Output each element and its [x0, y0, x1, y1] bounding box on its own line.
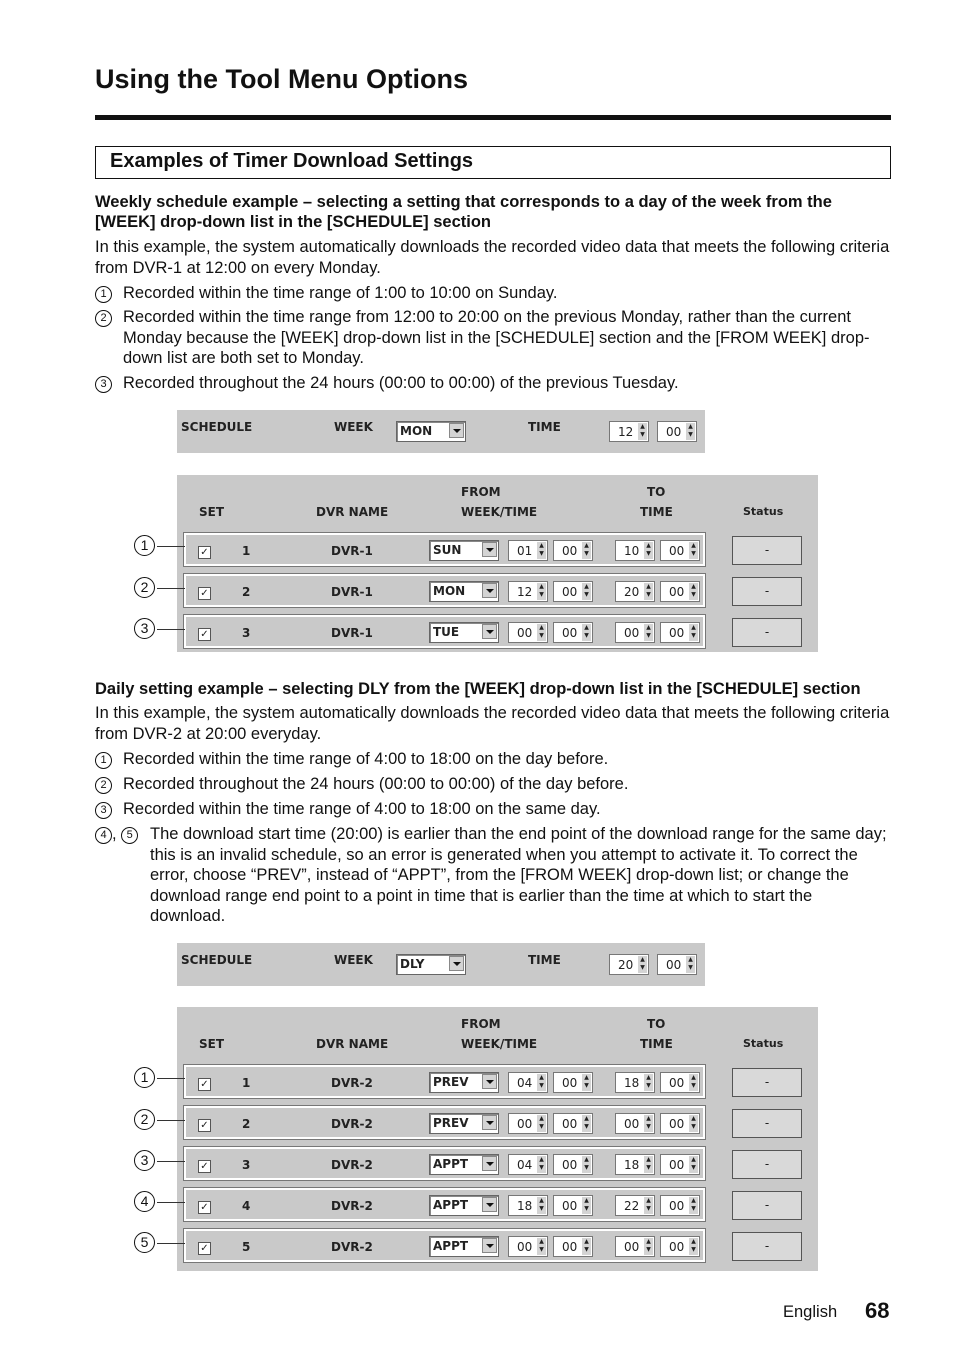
set-header: SET: [199, 1037, 225, 1051]
spinner-value: 04: [517, 1158, 533, 1172]
dvr-name-header: DVR NAME: [316, 505, 389, 519]
dvr-name: DVR-1: [331, 585, 373, 599]
set-checkbox[interactable]: ✓: [198, 1242, 211, 1255]
dvr-name: DVR-2: [331, 1158, 373, 1172]
set-header: SET: [199, 505, 225, 519]
table-row: [184, 1147, 705, 1180]
status-box: -: [732, 618, 802, 647]
spinner-value: 00: [669, 1158, 685, 1172]
dvr-name: DVR-2: [331, 1076, 373, 1090]
circled-number: 2: [95, 310, 112, 327]
to-hour-spinner[interactable]: [615, 1236, 655, 1257]
dvr-name: DVR-2: [331, 1117, 373, 1131]
footer-language: English: [783, 1303, 838, 1321]
table-row: [184, 615, 705, 648]
from-minute-spinner[interactable]: [553, 1072, 593, 1093]
from-hour-spinner[interactable]: [508, 622, 548, 643]
weekly-schedule-panel: [177, 410, 705, 453]
spinner-arrows-icon[interactable]: ▲ ▼: [686, 956, 695, 973]
spinner-arrows-icon[interactable]: ▲ ▼: [644, 1074, 653, 1091]
spinner-arrows-icon[interactable]: ▲ ▼: [582, 624, 591, 641]
callout-line: [157, 1243, 185, 1244]
weekly-item-3: [95, 373, 891, 394]
week-dropdown[interactable]: [396, 421, 466, 442]
spinner-arrows-icon[interactable]: ▲ ▼: [582, 1156, 591, 1173]
callout-line: [157, 1078, 185, 1079]
circled-number: 3: [134, 1150, 155, 1171]
table-row: [184, 1229, 705, 1262]
time-label: TIME: [528, 953, 561, 967]
status-box: -: [732, 1109, 802, 1138]
from-week-dropdown[interactable]: [429, 622, 499, 643]
from-minute-spinner[interactable]: [553, 1195, 593, 1216]
row-number: 1: [242, 544, 251, 558]
spinner-arrows-icon[interactable]: ▲ ▼: [537, 542, 546, 559]
set-checkbox[interactable]: ✓: [198, 1160, 211, 1173]
callout-1: [134, 1067, 158, 1091]
circled-number: 1: [95, 752, 112, 769]
minute-value: 00: [666, 958, 682, 972]
chevron-down-icon[interactable]: [482, 1115, 497, 1130]
spinner-arrows-icon[interactable]: ▲ ▼: [689, 1197, 698, 1214]
status-box: -: [732, 536, 802, 565]
spinner-value: 00: [562, 1199, 578, 1213]
spinner-arrows-icon[interactable]: ▲ ▼: [689, 583, 698, 600]
from-week-dropdown[interactable]: [429, 1154, 499, 1175]
spinner-arrows-icon[interactable]: ▲ ▼: [644, 583, 653, 600]
week-label: WEEK: [334, 953, 373, 967]
table-row: [184, 574, 705, 607]
hour-value: 12: [618, 425, 634, 439]
callout-3: [134, 618, 158, 642]
spinner-value: 00: [562, 1076, 578, 1090]
spinner-arrows-icon[interactable]: ▲ ▼: [582, 1197, 591, 1214]
dvr-name-header: DVR NAME: [316, 1037, 389, 1051]
daily-heading: Daily setting example – selecting DLY from the [WEEK] drop-down list in the [SCHEDULE] section: [95, 680, 861, 698]
spinner-arrows-icon[interactable]: ▲ ▼: [582, 1115, 591, 1132]
spinner-arrows-icon[interactable]: ▲ ▼: [644, 1156, 653, 1173]
title-rule: [95, 115, 891, 120]
table-row: [184, 1065, 705, 1098]
to-hour-spinner[interactable]: [615, 581, 655, 602]
hour-spinner[interactable]: [609, 421, 649, 442]
section-box: [95, 146, 891, 179]
from-hour-spinner[interactable]: [508, 1113, 548, 1134]
callout-1: [134, 535, 158, 559]
spinner-arrows-icon[interactable]: ▲ ▼: [689, 1156, 698, 1173]
circled-number: 2: [95, 777, 112, 794]
spinner-value: 00: [669, 1240, 685, 1254]
set-checkbox[interactable]: ✓: [198, 1078, 211, 1091]
to-hour-spinner[interactable]: [615, 1072, 655, 1093]
daily-item-3: [95, 799, 891, 820]
separator: ,: [112, 825, 117, 843]
item-text: Recorded throughout the 24 hours (00:00 to 00:00) of the day before.: [123, 775, 629, 793]
spinner-value: 00: [517, 1240, 533, 1254]
to-label: TO: [647, 1017, 666, 1031]
spinner-arrows-icon[interactable]: ▲ ▼: [689, 542, 698, 559]
minute-spinner[interactable]: [657, 421, 697, 442]
spinner-value: 00: [624, 1240, 640, 1254]
from-week-value: MON: [433, 584, 466, 598]
spinner-arrows-icon[interactable]: ▲ ▼: [686, 423, 695, 440]
circled-number: 1: [134, 1067, 155, 1088]
table-row: [184, 1188, 705, 1221]
note-text: The download start time (20:00) is earlier than the end point of the download range for the same day; this is an invalid schedule, so an error is generated when you attempt to activate it. To correct the error, choose “PREV”, instead of “APPT”, from the [FROM WEEK] drop-down list; or change the download range end point to a point in time that is earlier than the time at which to start the download.: [150, 825, 887, 925]
item-text: Recorded within the time range from 12:00 to 20:00 on the previous Monday, rather than the current Monday because the [WEEK] drop-down list in the [SCHEDULE] section and the [FROM WEEK] drop-down list are both set to Monday.: [123, 308, 870, 367]
circled-number: 1: [95, 286, 112, 303]
spinner-arrows-icon[interactable]: ▲ ▼: [644, 1238, 653, 1255]
spinner-value: 00: [669, 1117, 685, 1131]
from-minute-spinner[interactable]: [553, 622, 593, 643]
callout-2: [134, 1109, 158, 1133]
chevron-down-icon[interactable]: [482, 542, 497, 557]
week-time-header: WEEK/TIME: [461, 1037, 538, 1051]
set-checkbox[interactable]: ✓: [198, 1201, 211, 1214]
spinner-arrows-icon[interactable]: ▲ ▼: [537, 624, 546, 641]
to-minute-spinner[interactable]: [660, 1113, 700, 1134]
status-header: Status: [743, 1037, 784, 1050]
row-number: 3: [242, 626, 251, 640]
page-title: Using the Tool Menu Options: [95, 64, 468, 94]
set-checkbox[interactable]: ✓: [198, 587, 211, 600]
from-hour-spinner[interactable]: [508, 1154, 548, 1175]
to-hour-spinner[interactable]: [615, 1154, 655, 1175]
from-week-value: PREV: [433, 1116, 469, 1130]
spinner-arrows-icon[interactable]: ▲ ▼: [644, 1115, 653, 1132]
spinner-value: 12: [517, 585, 533, 599]
item-text: Recorded within the time range of 4:00 to 18:00 on the same day.: [123, 800, 601, 818]
from-week-value: SUN: [433, 543, 462, 557]
status-box: -: [732, 1191, 802, 1220]
week-value: MON: [400, 424, 433, 438]
circled-number: 2: [134, 577, 155, 598]
section-title: Examples of Timer Download Settings: [110, 150, 474, 172]
circled-number: 3: [95, 802, 112, 819]
chevron-down-icon[interactable]: [482, 1238, 497, 1253]
circled-number: 5: [134, 1232, 155, 1253]
from-label: FROM: [461, 1017, 501, 1031]
from-hour-spinner[interactable]: [508, 540, 548, 561]
spinner-value: 00: [562, 626, 578, 640]
set-checkbox[interactable]: ✓: [198, 546, 211, 559]
table-row: [184, 533, 705, 566]
circled-number: 4: [134, 1191, 155, 1212]
spinner-arrows-icon[interactable]: ▲ ▼: [644, 1197, 653, 1214]
spinner-value: 01: [517, 544, 533, 558]
spinner-value: 04: [517, 1076, 533, 1090]
callout-line: [157, 1120, 185, 1121]
from-week-dropdown[interactable]: [429, 1236, 499, 1257]
status-box: -: [732, 1150, 802, 1179]
spinner-arrows-icon[interactable]: ▲ ▼: [638, 956, 647, 973]
page-number: 68: [865, 1298, 890, 1323]
from-week-value: APPT: [433, 1157, 469, 1171]
spinner-arrows-icon[interactable]: ▲ ▼: [537, 1197, 546, 1214]
schedule-label: SCHEDULE: [181, 420, 253, 434]
callout-line: [157, 1161, 185, 1162]
daily-schedule-panel: [177, 943, 705, 986]
time-header: TIME: [640, 1037, 673, 1051]
spinner-arrows-icon[interactable]: ▲ ▼: [582, 583, 591, 600]
from-week-dropdown[interactable]: [429, 540, 499, 561]
spinner-value: 18: [624, 1076, 640, 1090]
from-hour-spinner[interactable]: [508, 1072, 548, 1093]
from-hour-spinner[interactable]: [508, 581, 548, 602]
from-week-dropdown[interactable]: [429, 1113, 499, 1134]
to-minute-spinner[interactable]: [660, 1154, 700, 1175]
status-header: Status: [743, 505, 784, 518]
chevron-down-icon[interactable]: [482, 1074, 497, 1089]
spinner-value: 00: [562, 1117, 578, 1131]
item-text: Recorded within the time range of 1:00 to 10:00 on Sunday.: [123, 284, 558, 302]
dvr-name: DVR-1: [331, 626, 373, 640]
spinner-value: 00: [562, 585, 578, 599]
circled-number: 2: [134, 1109, 155, 1130]
spinner-value: 00: [517, 1117, 533, 1131]
spinner-arrows-icon[interactable]: ▲ ▼: [689, 1238, 698, 1255]
spinner-arrows-icon[interactable]: ▲ ▼: [644, 624, 653, 641]
spinner-value: 00: [669, 1076, 685, 1090]
daily-intro: In this example, the system automatically downloads the recorded video data that meets the following criteria from DVR-2 at 20:00 everyday.: [95, 704, 890, 743]
chevron-down-icon[interactable]: [482, 1156, 497, 1171]
weekly-item-2: [95, 307, 891, 369]
spinner-arrows-icon[interactable]: ▲ ▼: [582, 1238, 591, 1255]
chevron-down-icon[interactable]: [449, 956, 464, 971]
row-number: 2: [242, 1117, 251, 1131]
row-number: 1: [242, 1076, 251, 1090]
row-number: 2: [242, 585, 251, 599]
callout-5: [134, 1232, 158, 1256]
spinner-value: 10: [624, 544, 640, 558]
status-box: -: [732, 577, 802, 606]
hour-value: 20: [618, 958, 634, 972]
weekly-intro: In this example, the system automatically downloads the recorded video data that meets the following criteria from DVR-1 at 12:00 on every Monday.: [95, 238, 890, 277]
from-minute-spinner[interactable]: [553, 540, 593, 561]
callout-2: [134, 577, 158, 601]
daily-item-1: [95, 749, 891, 770]
circled-number: 3: [95, 376, 112, 393]
from-hour-spinner[interactable]: [508, 1236, 548, 1257]
to-minute-spinner[interactable]: [660, 1236, 700, 1257]
chevron-down-icon[interactable]: [482, 624, 497, 639]
spinner-arrows-icon[interactable]: ▲ ▼: [537, 1238, 546, 1255]
hour-spinner[interactable]: [609, 954, 649, 975]
to-hour-spinner[interactable]: [615, 540, 655, 561]
spinner-arrows-icon[interactable]: ▲ ▼: [689, 1074, 698, 1091]
week-dropdown[interactable]: [396, 954, 466, 975]
circled-number: 5: [121, 827, 138, 844]
chevron-down-icon[interactable]: [482, 1197, 497, 1212]
to-minute-spinner[interactable]: [660, 1195, 700, 1216]
spinner-value: 00: [562, 544, 578, 558]
circled-number: 1: [134, 535, 155, 556]
row-number: 4: [242, 1199, 251, 1213]
daily-item-2: [95, 774, 891, 795]
minute-value: 00: [666, 425, 682, 439]
circled-number: 4: [95, 827, 112, 844]
from-week-value: TUE: [433, 625, 460, 639]
time-header: TIME: [640, 505, 673, 519]
to-minute-spinner[interactable]: [660, 622, 700, 643]
callout-line: [157, 546, 185, 547]
to-hour-spinner[interactable]: [615, 1113, 655, 1134]
daily-note: [95, 824, 891, 927]
from-hour-spinner[interactable]: [508, 1195, 548, 1216]
spinner-value: 00: [517, 626, 533, 640]
status-box: -: [732, 1068, 802, 1097]
spinner-value: 00: [624, 626, 640, 640]
spinner-arrows-icon[interactable]: ▲ ▼: [644, 542, 653, 559]
weekly-table-panel: [177, 475, 818, 652]
daily-table-panel: [177, 1007, 818, 1271]
spinner-arrows-icon[interactable]: ▲ ▼: [537, 1074, 546, 1091]
item-text: Recorded throughout the 24 hours (00:00 to 00:00) of the previous Tuesday.: [123, 374, 679, 392]
from-minute-spinner[interactable]: [553, 581, 593, 602]
week-time-header: WEEK/TIME: [461, 505, 538, 519]
time-label: TIME: [528, 420, 561, 434]
from-minute-spinner[interactable]: [553, 1236, 593, 1257]
spinner-value: 00: [669, 626, 685, 640]
spinner-value: 18: [517, 1199, 533, 1213]
chevron-down-icon[interactable]: [449, 423, 464, 438]
status-box: -: [732, 1232, 802, 1261]
week-label: WEEK: [334, 420, 373, 434]
spinner-value: 00: [669, 1199, 685, 1213]
from-week-dropdown[interactable]: [429, 1195, 499, 1216]
spinner-value: 00: [669, 544, 685, 558]
schedule-label: SCHEDULE: [181, 953, 253, 967]
spinner-value: 00: [669, 585, 685, 599]
to-hour-spinner[interactable]: [615, 1195, 655, 1216]
spinner-arrows-icon[interactable]: ▲ ▼: [689, 624, 698, 641]
spinner-value: 20: [624, 585, 640, 599]
spinner-arrows-icon[interactable]: ▲ ▼: [582, 542, 591, 559]
spinner-value: 00: [624, 1117, 640, 1131]
spinner-arrows-icon[interactable]: ▲ ▼: [689, 1115, 698, 1132]
to-minute-spinner[interactable]: [660, 1072, 700, 1093]
set-checkbox[interactable]: ✓: [198, 1119, 211, 1132]
dvr-name: DVR-2: [331, 1199, 373, 1213]
from-minute-spinner[interactable]: [553, 1113, 593, 1134]
spinner-arrows-icon[interactable]: ▲ ▼: [537, 1115, 546, 1132]
weekly-heading: Weekly schedule example – selecting a setting that corresponds to a day of the week from the [WEEK] drop-down list in the [SCHEDULE] section: [95, 193, 832, 231]
table-row: [184, 1106, 705, 1139]
callout-4: [134, 1191, 158, 1215]
callout-line: [157, 1202, 185, 1203]
spinner-value: 22: [624, 1199, 640, 1213]
spinner-arrows-icon[interactable]: ▲ ▼: [537, 1156, 546, 1173]
circled-number: 3: [134, 618, 155, 639]
spinner-value: 00: [562, 1240, 578, 1254]
dvr-name: DVR-1: [331, 544, 373, 558]
to-minute-spinner[interactable]: [660, 540, 700, 561]
set-checkbox[interactable]: ✓: [198, 628, 211, 641]
callout-line: [157, 588, 185, 589]
from-week-value: APPT: [433, 1198, 469, 1212]
from-week-dropdown[interactable]: [429, 581, 499, 602]
callout-3: [134, 1150, 158, 1174]
callout-line: [157, 629, 185, 630]
row-number: 5: [242, 1240, 251, 1254]
from-week-value: APPT: [433, 1239, 469, 1253]
row-number: 3: [242, 1158, 251, 1172]
spinner-value: 18: [624, 1158, 640, 1172]
minute-spinner[interactable]: [657, 954, 697, 975]
dvr-name: DVR-2: [331, 1240, 373, 1254]
weekly-item-1: [95, 283, 891, 304]
spinner-arrows-icon[interactable]: ▲ ▼: [537, 583, 546, 600]
from-minute-spinner[interactable]: [553, 1154, 593, 1175]
from-week-value: PREV: [433, 1075, 469, 1089]
week-value: DLY: [400, 957, 425, 971]
to-label: TO: [647, 485, 666, 499]
from-week-dropdown[interactable]: [429, 1072, 499, 1093]
from-label: FROM: [461, 485, 501, 499]
spinner-arrows-icon[interactable]: ▲ ▼: [582, 1074, 591, 1091]
spinner-arrows-icon[interactable]: ▲ ▼: [638, 423, 647, 440]
item-text: Recorded within the time range of 4:00 to 18:00 on the day before.: [123, 750, 609, 768]
to-hour-spinner[interactable]: [615, 622, 655, 643]
to-minute-spinner[interactable]: [660, 581, 700, 602]
chevron-down-icon[interactable]: [482, 583, 497, 598]
spinner-value: 00: [562, 1158, 578, 1172]
